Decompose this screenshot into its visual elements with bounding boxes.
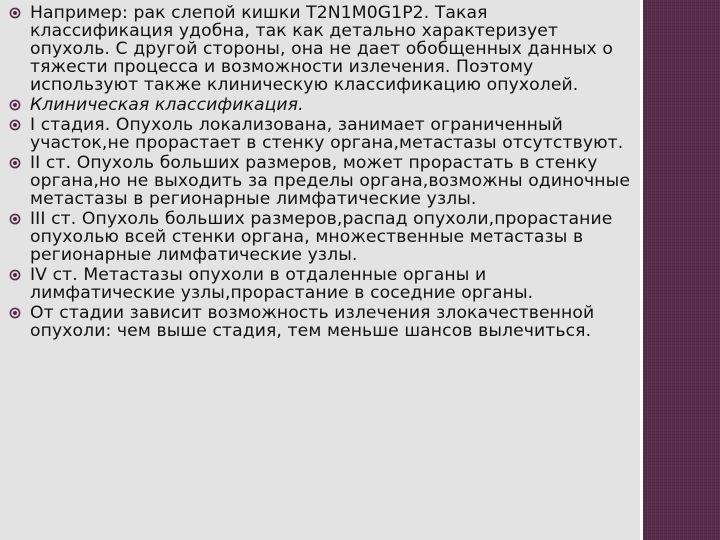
ring-bullet-icon [9,213,21,225]
bullet-text: Клиническая классификация. [30,95,304,115]
ring-bullet-icon [9,99,21,111]
bullet-text: Например: рак слепой кишки T2N1M0G1P2. Такая классификация удобна, так как детально характеризует опухоль. С другой стороны, она не дает обобщенных данных о тяжести процесса и возможности излечения. Поэтому используют также клиническую классификацию опухолей. [30,3,613,95]
bullet-list [6,4,636,342]
bullet-text: IV ст. Метастазы опухоли в отдаленные органы и лимфатические узлы,прорастание в соседние органы. [30,265,534,303]
bullet-text: III ст. Опухоль больших размеров,распад опухоли,прорастание опухолью всей стенки органа, множественные метастазы в регионарные лимфатические узлы. [30,209,613,265]
bullet-item [6,266,636,302]
bullet-item [6,304,636,340]
bullet-item [6,4,636,94]
bullet-text: I стадия. Опухоль локализована, занимает ограниченный участок,не прорастает в стенку органа,метастазы отсутствуют. [30,115,624,153]
ring-bullet-icon [9,269,21,281]
ring-bullet-icon [9,157,21,169]
ring-bullet-icon [9,119,21,131]
ring-bullet-icon [9,307,21,319]
bullet-item [6,210,636,264]
bullet-item [6,96,636,114]
bullet-item [6,116,636,152]
bullet-item [6,154,636,208]
decorative-side-panel [643,0,720,540]
bullet-text: От стадии зависит возможность излечения злокачественной опухоли: чем выше стадия, тем меньше шансов вылечиться. [30,303,595,341]
ring-bullet-icon [9,7,21,19]
bullet-text: II ст. Опухоль больших размеров, может прорастать в стенку органа,но не выходить за пределы органа,возможны одиночные метастазы в регионарные лимфатические узлы. [30,153,630,209]
